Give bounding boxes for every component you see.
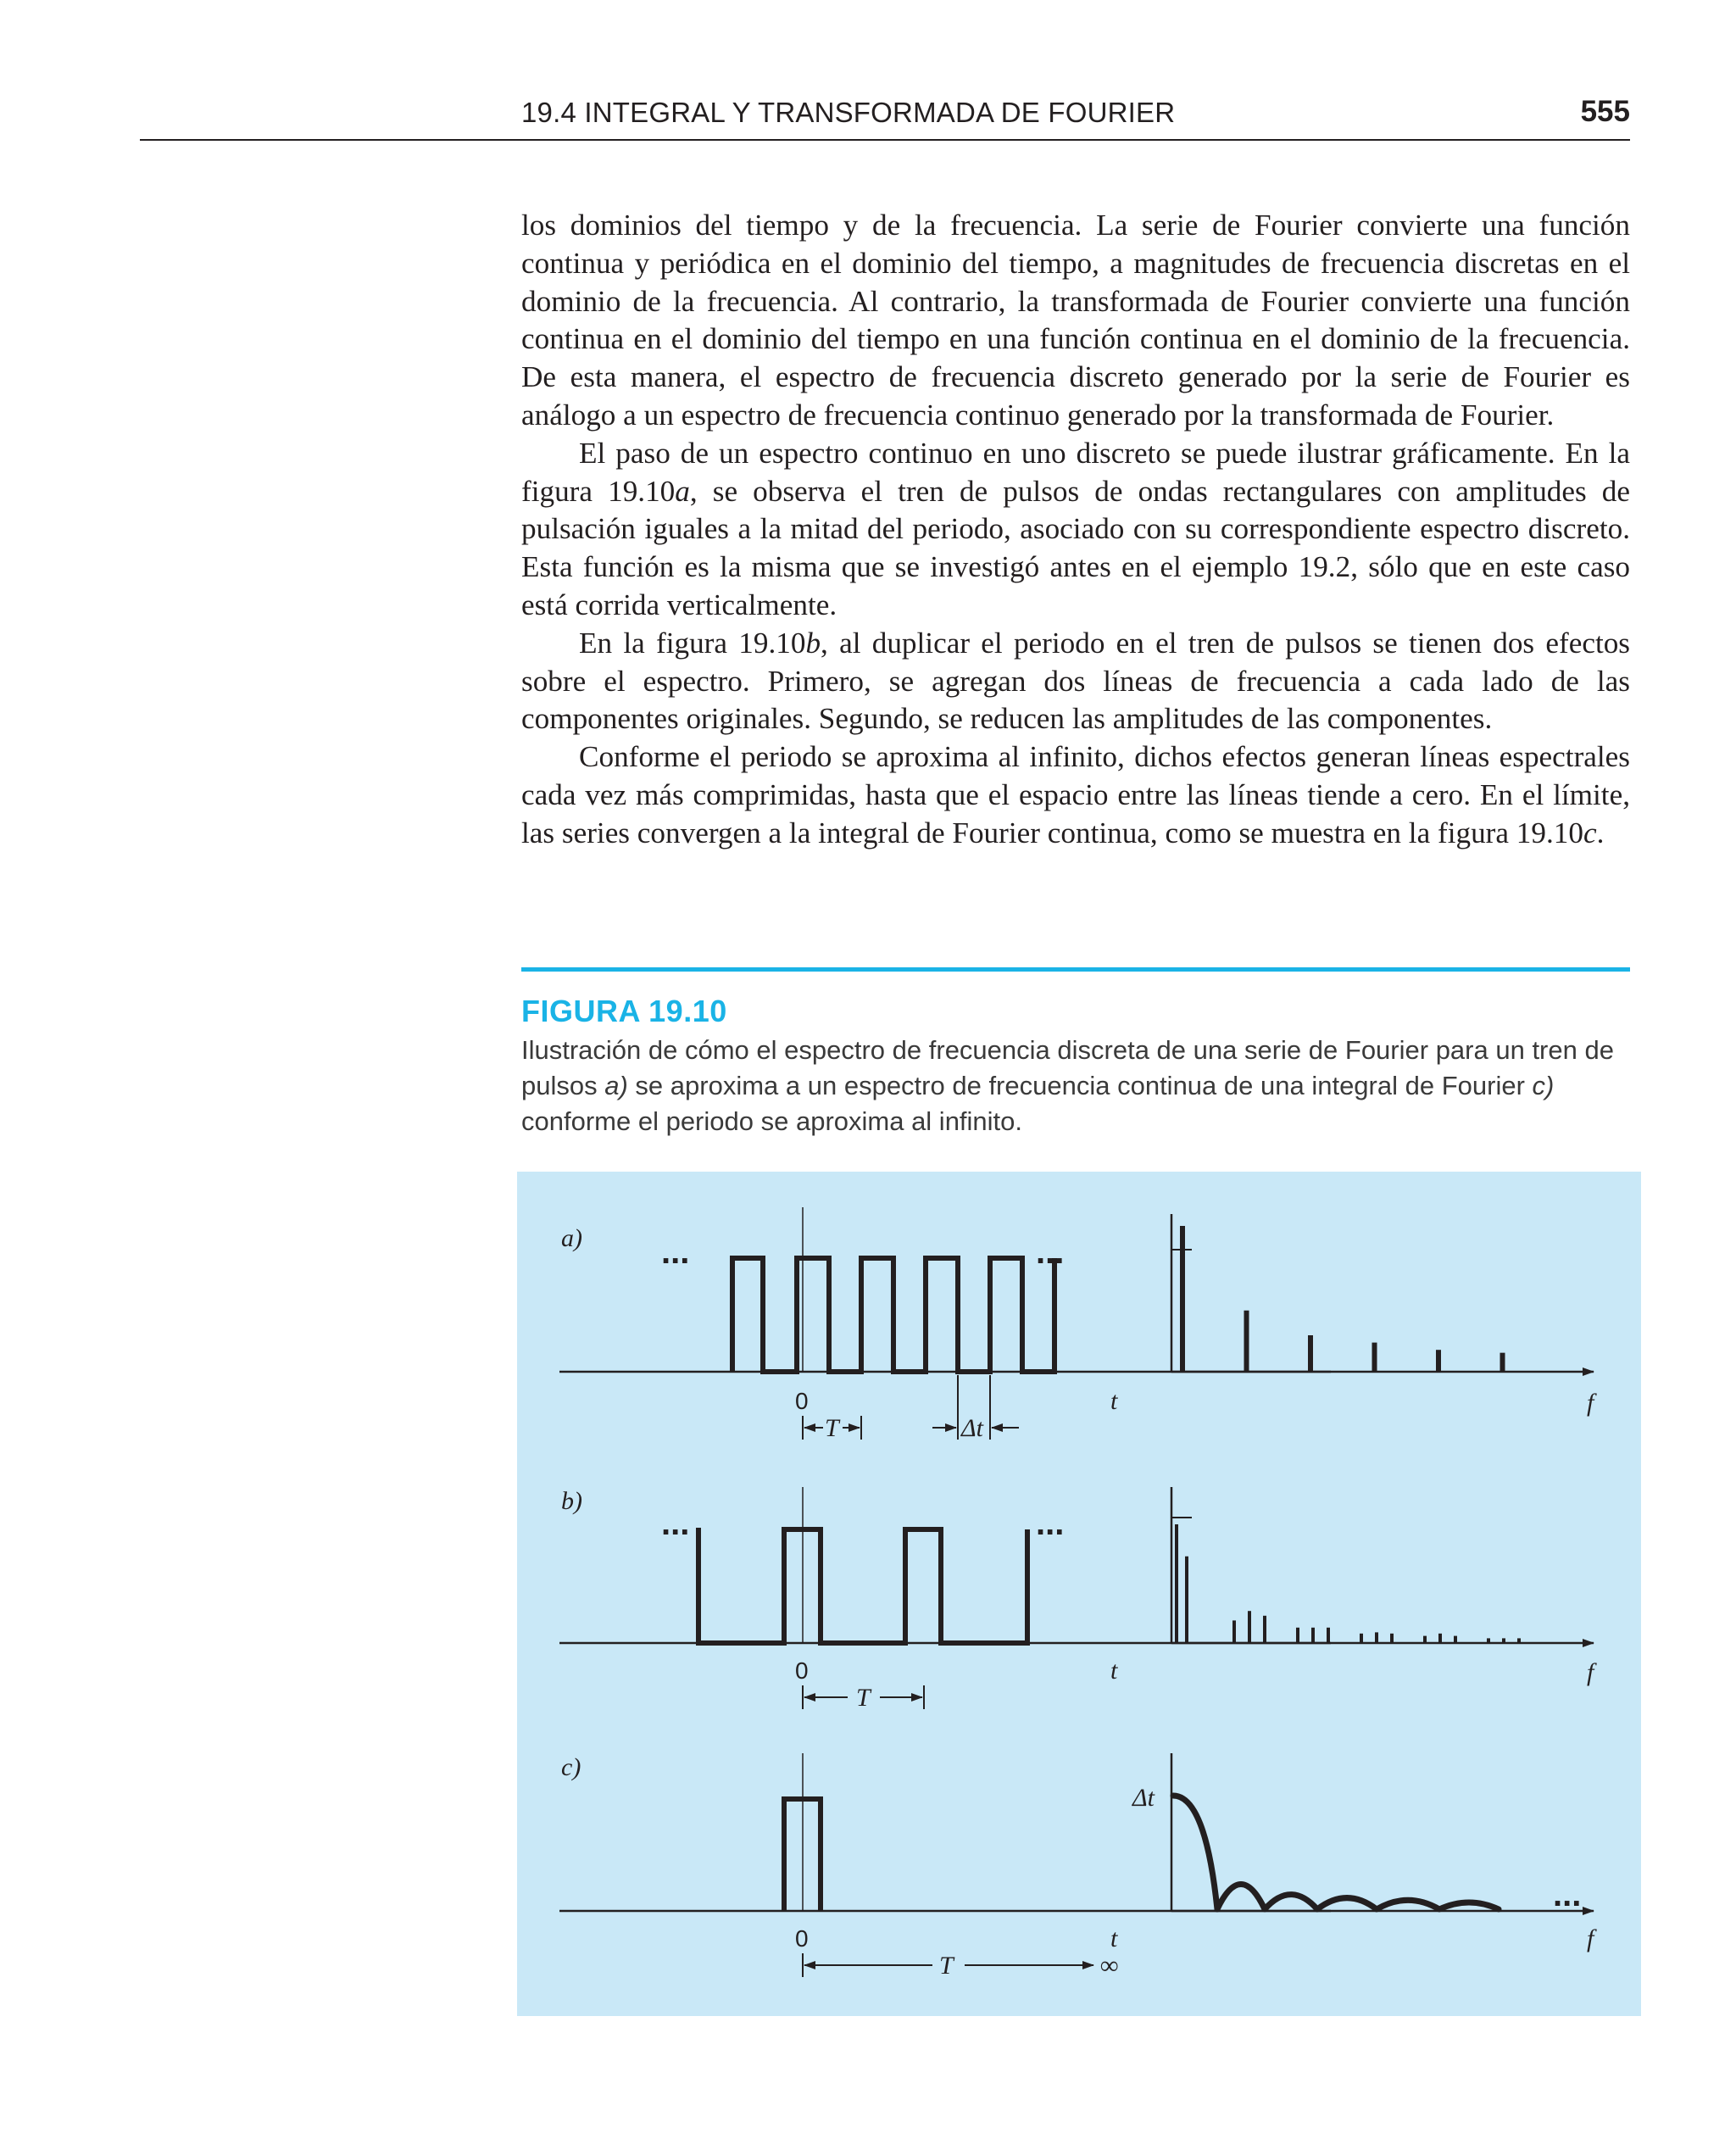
ellipsis-left-b: ... [661,1505,690,1542]
figure-title: FIGURA 19.10 [521,994,727,1028]
pulse-train-a [732,1258,1054,1372]
zero-label-c: 0 [795,1925,809,1952]
spectrum-b [1177,1524,1519,1643]
t-label-a: t [1110,1387,1118,1415]
continuous-spectrum-c [1173,1796,1499,1909]
ellipsis-left-a: ... [661,1234,690,1271]
paragraph-4: Conforme el periodo se aproxima al infinito, dichos efectos generan líneas espectrales cada vez más comprimidas, hasta que el espacio entre las líneas tiende a cero. En el límite, las series convergen a la integral de Fourier continua, como se muestra en la figura 19.10c. [521,740,1630,849]
figure-panel [517,1172,1641,2016]
delta-t-label-c: Δt [1132,1784,1155,1812]
pulse-train-b [698,1528,1027,1643]
panel-label-b: b) [561,1487,582,1515]
t-label-b: t [1110,1657,1118,1685]
panel-label-c: c) [561,1753,581,1781]
figure-diagram [517,1172,1641,2016]
period-label-b: T [856,1684,871,1712]
f-label-c: f [1587,1924,1594,1952]
ellipsis-right-a: ... [1036,1234,1065,1271]
f-label-a: f [1587,1389,1594,1417]
panel-label-a: a) [561,1224,582,1252]
ellipsis-right-b: ... [1036,1505,1065,1542]
running-header [140,92,1630,141]
zero-label-b: 0 [795,1657,809,1684]
zero-label-a: 0 [795,1388,809,1414]
page-number: 555 [1580,95,1630,128]
f-label-b: f [1587,1658,1594,1686]
period-label-a: T [825,1414,839,1442]
delta-t-label-a: Δt [961,1414,983,1442]
paragraph-3: En la figura 19.10b, al duplicar el periodo en el tren de pulsos se tienen dos efectos sobre el espectro. Primero, se agregan dos líneas de frecuencia a cada lado de las componentes originales. Segundo, se reducen las amplitudes de las componentes. [521,626,1631,736]
figure-rule [521,967,1630,972]
body-text [521,207,1630,853]
t-label-c: t [1110,1924,1118,1952]
paragraph-1: los dominios del tiempo y de la frecuencia. La serie de Fourier convierte una función continua y periódica en el dominio del tiempo, a magnitudes de frecuencia discretas en el dominio de la frecuencia. Al contrario, la transformada de Fourier convierte una función continua en el dominio del tiempo en una función continua en el dominio de la frecuencia. De esta manera, el espectro de frecuencia discreto generado por la serie de Fourier es análogo a un espectro de frecuencia continuo generado por la transformada de Fourier. [521,209,1630,432]
paragraph-2: El paso de un espectro continuo en uno discreto se puede ilustrar gráficamente. En la figura 19.10a, se observa el tren de pulsos de ondas rectangulares con amplitudes de pulsación iguales a la mitad del periodo, asociado con su correspondiente espectro discreto. Esta función es la misma que se investigó antes en el ejemplo 19.2, sólo que en este caso está corrida verticalmente. [521,436,1630,621]
infinity-label-c: ∞ [1100,1952,1119,1980]
section-title: 19.4 INTEGRAL Y TRANSFORMADA DE FOURIER [521,97,1176,128]
period-label-c: T [939,1952,954,1980]
figure-caption: Ilustración de cómo el espectro de frecuencia discreta de una serie de Fourier para un tren de pulsos a) se aproxima a un espectro de frecuencia continua de una integral de Fourier c) conforme el periodo se aproxima al infinito. [521,1035,1614,1136]
ellipsis-spectrum-c: ... [1553,1876,1582,1913]
spectrum-a [1182,1226,1503,1372]
